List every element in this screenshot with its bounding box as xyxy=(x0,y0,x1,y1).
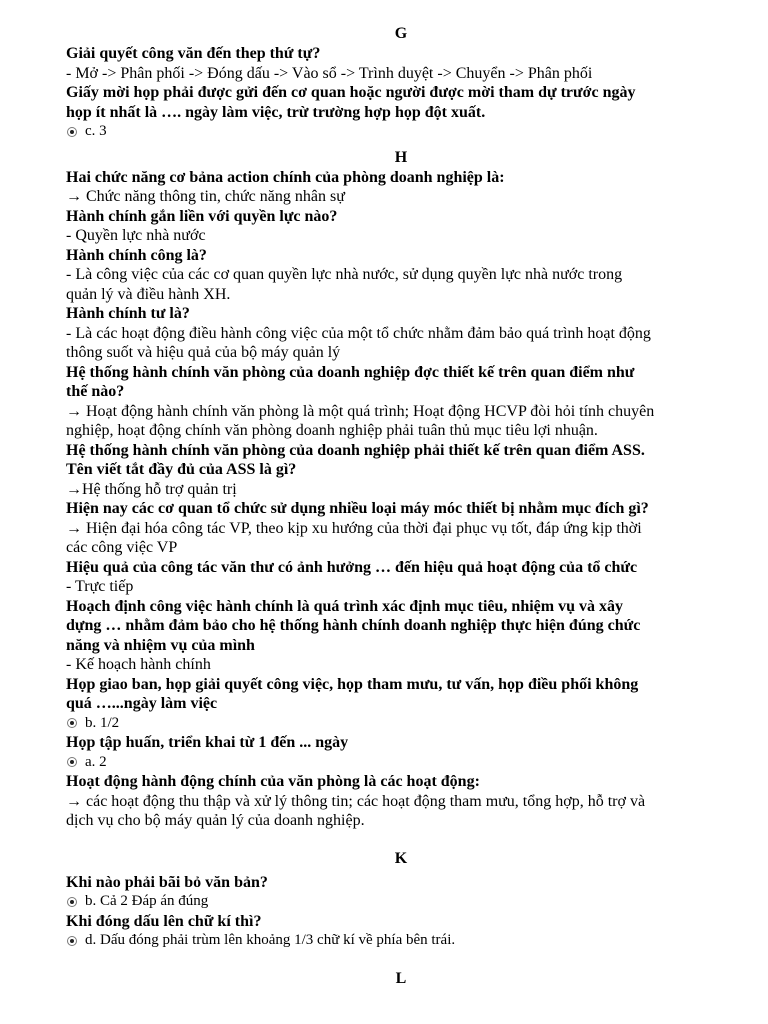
radio-selected-icon xyxy=(67,127,77,137)
answer-text: - Mở -> Phân phối -> Đóng dấu -> Vào sổ -> Trình duyệt -> Chuyển -> Phân phối xyxy=(66,64,593,82)
question-text: Họp tập huấn, triển khai từ 1 đến ... ngày xyxy=(66,734,349,751)
question-text: dựng … nhằm đảm bảo cho hệ thống hành chính doanh nghiệp thực hiện đúng chức xyxy=(66,617,641,634)
answer-choice xyxy=(66,122,736,142)
answer-text: - Là công việc của các cơ quan quyền lực nhà nước, sử dụng quyền lực nhà nước trong xyxy=(66,266,623,283)
section-letter-g: G xyxy=(394,25,408,42)
question-text: Hệ thống hành chính văn phòng của doanh nghiệp phải thiết kế trên quan điểm ASS. xyxy=(66,441,645,459)
question-text: Hệ thống hành chính văn phòng của doanh nghiệp đợc thiết kế trên quan điểm như xyxy=(66,363,635,381)
question-text: Hành chính tư là? xyxy=(66,305,190,322)
document-page xyxy=(66,24,736,989)
answer-choice xyxy=(66,753,736,773)
answer-text: → Hoạt động hành chính văn phòng là một quá trình; Hoạt động HCVP đòi hỏi tính chuyên xyxy=(66,402,655,420)
question-text: Giấy mời họp phải được gửi đến cơ quan hoặc người được mời tham dự trước ngày xyxy=(66,84,636,101)
question-text: Hiệu quả của công tác văn thư có ảnh hưởng … đến hiệu quả hoạt động của tổ chức xyxy=(66,558,638,576)
answer-text: → các hoạt động thu thập và xử lý thông tin; các hoạt động tham mưu, tổng hợp, hỗ trợ và xyxy=(66,792,646,810)
question-text: Hành chính gắn liền với quyền lực nào? xyxy=(66,207,338,225)
answer-choice xyxy=(66,714,736,734)
section-letter-l: L xyxy=(395,969,407,987)
answer-text: thông suốt và hiệu quả của bộ máy quản lý xyxy=(66,344,341,361)
answer-text: - Kế hoạch hành chính xyxy=(66,656,211,673)
answer-text: → Hiện đại hóa công tác VP, theo kịp xu hướng của thời đại phục vụ tốt, đáp ứng kịp thời xyxy=(66,519,642,537)
answer-choice xyxy=(66,892,736,912)
question-text: quá …...ngày làm việc xyxy=(66,695,218,712)
answer-choice-label: a. 2 xyxy=(85,753,107,770)
answer-text: quản lý và điều hành XH. xyxy=(66,285,231,303)
question-text: Hoạt động hành động chính của văn phòng là các hoạt động: xyxy=(66,773,480,790)
radio-selected-icon xyxy=(67,936,77,946)
question-text: Hoạch định công việc hành chính là quá trình xác định mục tiêu, nhiệm vụ và xây xyxy=(66,597,623,615)
question-text: họp ít nhất là …. ngày làm việc, trừ trường hợp họp đột xuất. xyxy=(66,103,486,121)
question-text: Hành chính công là? xyxy=(66,246,207,264)
answer-text: → Chức năng thông tin, chức năng nhân sự xyxy=(66,188,345,205)
answer-text: →Hệ thống hỗ trợ quản trị xyxy=(66,480,237,498)
question-text: Khi đóng dấu lên chữ kí thì? xyxy=(66,912,262,930)
question-text: Hiện nay các cơ quan tổ chức sử dụng nhiều loại máy móc thiết bị nhằm mục đích gì? xyxy=(66,500,649,517)
question-text: Hai chức năng cơ bảna action chính của phòng doanh nghiệp là: xyxy=(66,168,505,186)
question-text: Tên viết tắt đầy đủ của ASS là gì? xyxy=(66,461,297,478)
answer-text: - Là các hoạt động điều hành công việc của một tổ chức nhằm đảm bảo quá trình hoạt động xyxy=(66,324,651,342)
answer-choice-label: d. Dấu đóng phải trùm lên khoảng 1/3 chữ kí về phía bên trái. xyxy=(85,932,456,948)
answer-choice xyxy=(66,931,736,951)
question-text: Khi nào phải bãi bỏ văn bản? xyxy=(66,873,268,891)
section-letter-h: H xyxy=(394,148,408,166)
radio-selected-icon xyxy=(67,897,77,907)
answer-text: nghiệp, hoạt động chính văn phòng doanh nghiệp phải tuân thủ mục tiêu lợi nhuận. xyxy=(66,422,598,439)
answer-text: - Trực tiếp xyxy=(66,578,134,595)
section-letter-k: K xyxy=(394,849,408,867)
radio-selected-icon xyxy=(67,757,77,767)
question-text: Giải quyết công văn đến thep thứ tự? xyxy=(66,45,321,62)
answer-text: các công việc VP xyxy=(66,539,178,556)
answer-choice-label: b. Cả 2 Đáp án đúng xyxy=(85,893,209,909)
answer-choice-label: c. 3 xyxy=(85,123,107,139)
answer-choice-label: b. 1/2 xyxy=(85,714,120,731)
answer-text: - Quyền lực nhà nước xyxy=(66,227,206,244)
question-text: Họp giao ban, họp giải quyết công việc, họp tham mưu, tư vấn, họp điều phối không xyxy=(66,675,639,693)
radio-selected-icon xyxy=(67,718,77,728)
answer-text: dịch vụ cho bộ máy quản lý của doanh nghiệp. xyxy=(66,812,365,829)
question-text: năng và nhiệm vụ của mình xyxy=(66,636,255,654)
question-text: thế nào? xyxy=(66,383,125,400)
